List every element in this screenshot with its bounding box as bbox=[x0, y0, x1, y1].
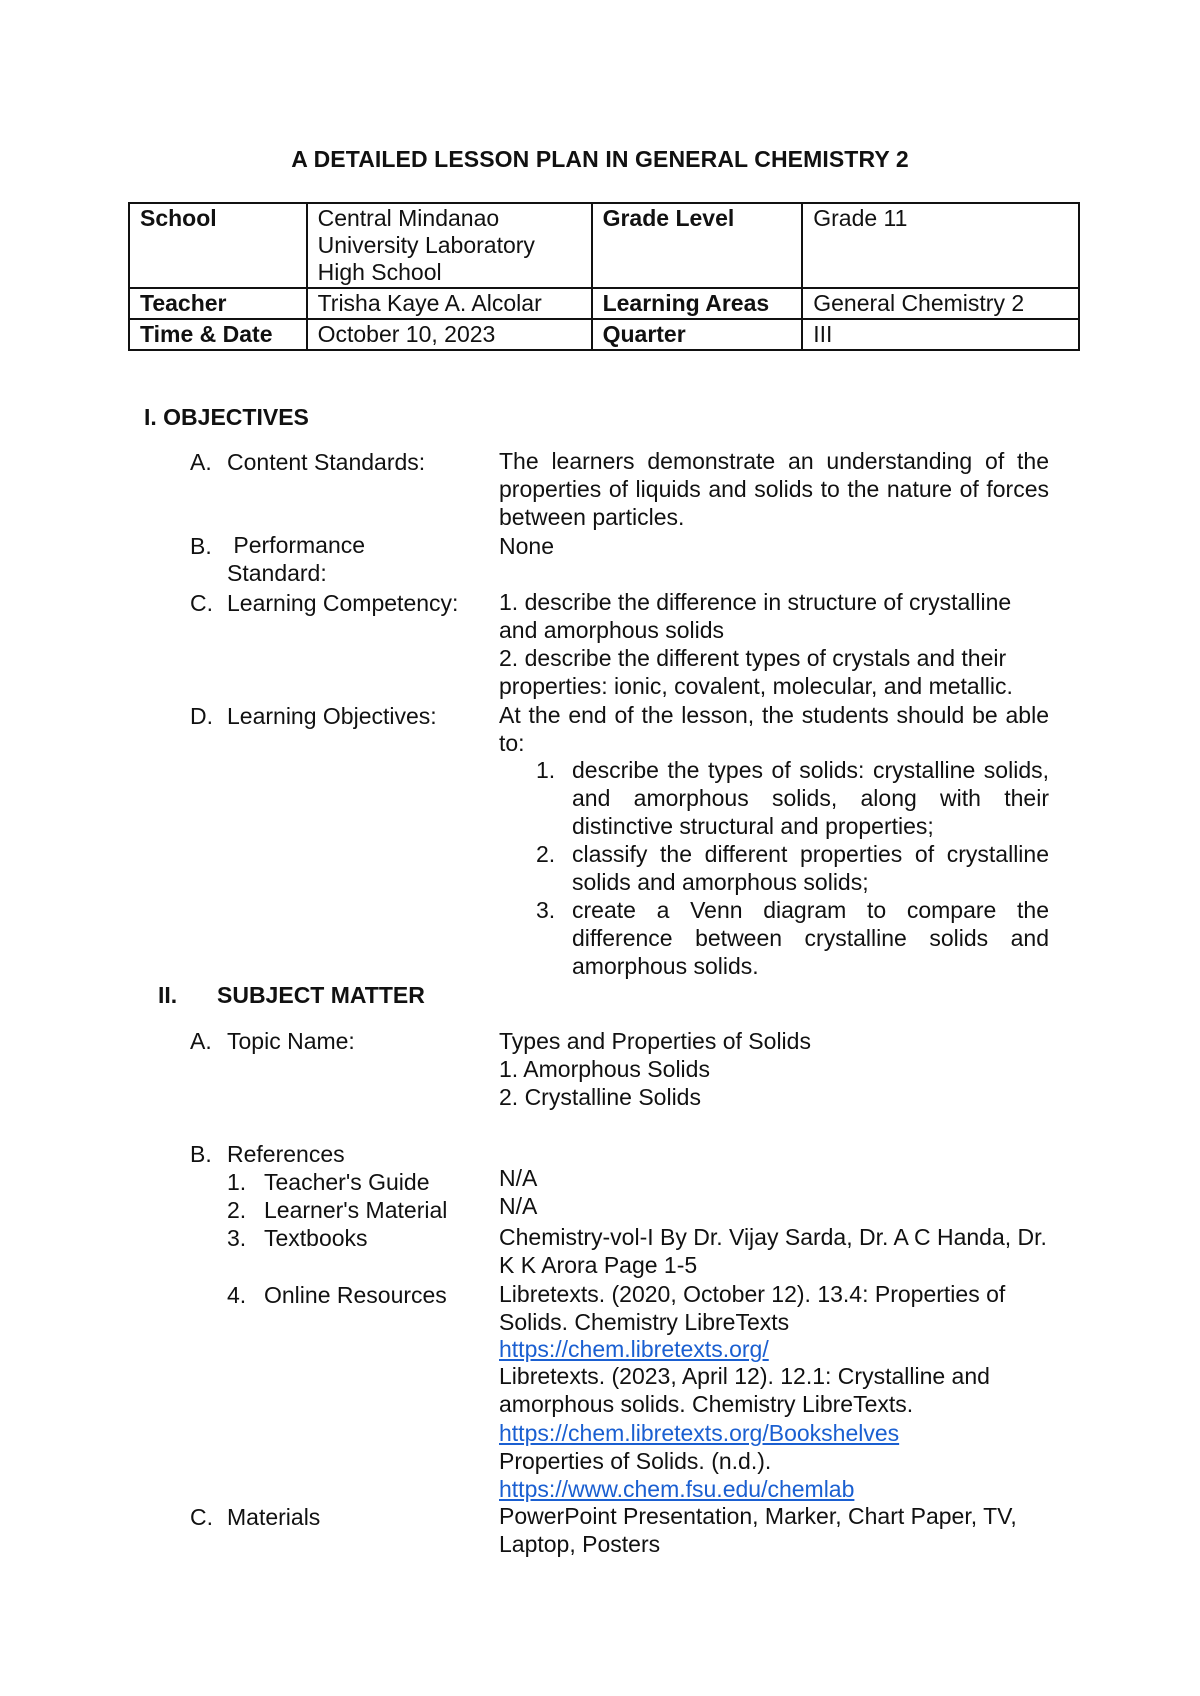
topic-name-value: Types and Properties of Solids bbox=[499, 1028, 811, 1054]
reference-value: Libretexts. (2020, October 12). 13.4: Properties of Solids. Chemistry LibreTexts bbox=[499, 1281, 1006, 1335]
topic-subitem: 1. Amorphous Solids bbox=[499, 1056, 710, 1082]
reference-label: Online Resources bbox=[264, 1282, 447, 1308]
libretexts-link[interactable]: https://chem.libretexts.org/ bbox=[499, 1336, 769, 1362]
reference-number: 3. bbox=[227, 1225, 247, 1251]
learning-competency-value-2: 2. describe the different types of crystals and their properties: ionic, covalent, molecular, and metallic. bbox=[499, 645, 1013, 699]
reference-value: N/A bbox=[499, 1193, 538, 1219]
subject-matter-heading: SUBJECT MATTER bbox=[217, 982, 425, 1008]
reference-label: Learner's Material bbox=[264, 1197, 448, 1223]
reference-value: N/A bbox=[499, 1165, 538, 1191]
lesson-info-table bbox=[128, 202, 1080, 351]
online-resource-citation: Libretexts. (2023, April 12). 12.1: Crystalline and amorphous solids. Chemistry LibreTexts. bbox=[499, 1363, 990, 1417]
time-date-value: October 10, 2023 bbox=[307, 319, 592, 350]
time-date-label: Time & Date bbox=[129, 319, 307, 350]
table-row bbox=[129, 319, 1079, 350]
teacher-value: Trisha Kaye A. Alcolar bbox=[307, 288, 592, 319]
references-label: References bbox=[227, 1141, 345, 1167]
objective-c-letter: C. bbox=[190, 590, 213, 616]
reference-number: 2. bbox=[227, 1197, 247, 1223]
reference-number: 1. bbox=[227, 1169, 247, 1195]
reference-label: Textbooks bbox=[264, 1225, 368, 1251]
document-title: A DETAILED LESSON PLAN IN GENERAL CHEMISTRY 2 bbox=[291, 146, 909, 172]
online-resource-citation: Properties of Solids. (n.d.). bbox=[499, 1448, 772, 1474]
learning-objectives-label: Learning Objectives: bbox=[227, 703, 437, 729]
grade-level-label: Grade Level bbox=[592, 203, 803, 288]
materials-label: Materials bbox=[227, 1504, 321, 1530]
materials-value: PowerPoint Presentation, Marker, Chart Paper, TV, Laptop, Posters bbox=[499, 1503, 1017, 1557]
objective-b-letter: B. bbox=[190, 533, 212, 559]
school-value: Central Mindanao University Laboratory High School bbox=[307, 203, 592, 288]
learning-objectives-intro: At the end of the lesson, the students should be able to: bbox=[499, 702, 1049, 756]
objective-item-text: describe the types of solids: crystalline solids, and amorphous solids, along with their distinctive structural and properties; bbox=[572, 757, 1049, 839]
topic-subitem: 2. Crystalline Solids bbox=[499, 1084, 701, 1110]
reference-label: Teacher's Guide bbox=[264, 1169, 430, 1195]
content-standards-value: The learners demonstrate an understanding of the properties of liquids and solids to the nature of forces between particles. bbox=[499, 448, 1049, 530]
subject-c-letter: C. bbox=[190, 1504, 213, 1530]
subject-matter-number: II. bbox=[158, 982, 178, 1008]
objective-d-letter: D. bbox=[190, 703, 213, 729]
school-label: School bbox=[129, 203, 307, 288]
objectives-heading: I. OBJECTIVES bbox=[144, 404, 309, 430]
fsu-chemlab-link[interactable]: https://www.chem.fsu.edu/chemlab bbox=[499, 1476, 855, 1502]
reference-value: Chemistry-vol-I By Dr. Vijay Sarda, Dr. A C Handa, Dr. K K Arora Page 1-5 bbox=[499, 1224, 1047, 1278]
quarter-label: Quarter bbox=[592, 319, 803, 350]
table-row bbox=[129, 288, 1079, 319]
subject-b-letter: B. bbox=[190, 1141, 212, 1167]
libretexts-bookshelves-link[interactable]: https://chem.libretexts.org/Bookshelves bbox=[499, 1420, 900, 1446]
learning-areas-label: Learning Areas bbox=[592, 288, 803, 319]
objective-item-number: 2. bbox=[536, 841, 556, 867]
subject-a-letter: A. bbox=[190, 1028, 212, 1054]
performance-standard-label: Performance Standard: bbox=[227, 532, 372, 586]
content-standards-label: Content Standards: bbox=[227, 449, 426, 475]
grade-level-value: Grade 11 bbox=[802, 203, 1079, 288]
learning-areas-value: General Chemistry 2 bbox=[802, 288, 1079, 319]
objective-a-letter: A. bbox=[190, 449, 212, 475]
quarter-value: III bbox=[802, 319, 1079, 350]
performance-standard-value: None bbox=[499, 533, 554, 559]
objective-item-number: 3. bbox=[536, 897, 556, 923]
learning-competency-value-1: 1. describe the difference in structure of crystalline and amorphous solids bbox=[499, 589, 1012, 643]
objective-item-text: create a Venn diagram to compare the difference between crystalline solids and amorphous solids. bbox=[572, 897, 1049, 979]
learning-competency-label: Learning Competency: bbox=[227, 590, 459, 616]
reference-number: 4. bbox=[227, 1282, 247, 1308]
objective-item-number: 1. bbox=[536, 757, 556, 783]
table-row bbox=[129, 203, 1079, 288]
teacher-label: Teacher bbox=[129, 288, 307, 319]
topic-name-label: Topic Name: bbox=[227, 1028, 355, 1054]
objective-item-text: classify the different properties of crystalline solids and amorphous solids; bbox=[572, 841, 1049, 895]
